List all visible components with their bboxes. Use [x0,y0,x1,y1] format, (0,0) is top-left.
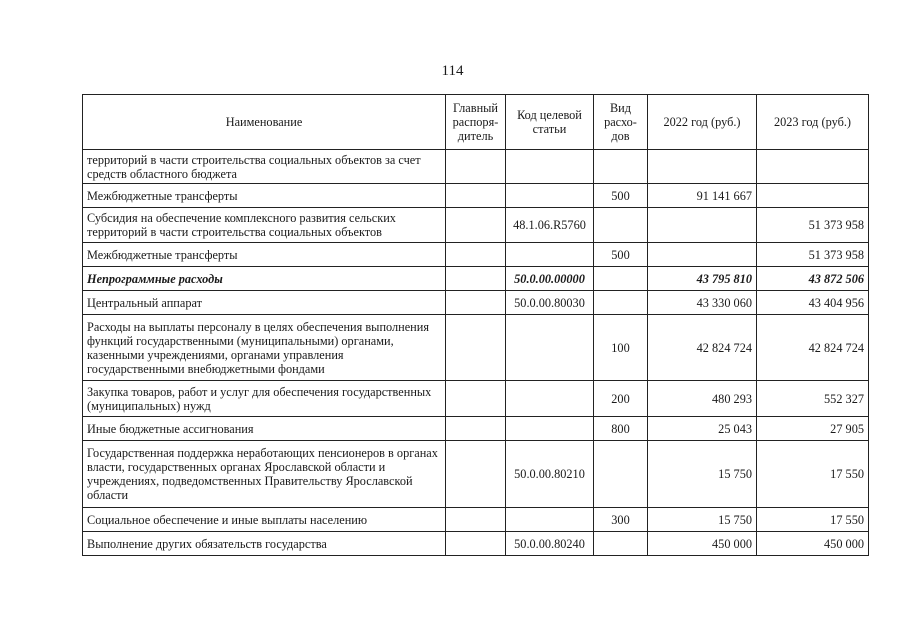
cell-year-2023 [757,150,869,184]
cell-target-code: 50.0.00.80210 [506,441,594,508]
cell-target-code: 50.0.00.80030 [506,291,594,315]
cell-expense-type [594,267,648,291]
cell-expense-type [594,291,648,315]
cell-main-manager [446,243,506,267]
cell-expense-type [594,150,648,184]
cell-expense-type: 300 [594,508,648,532]
cell-main-manager [446,441,506,508]
table-body [83,150,869,556]
table-row [83,441,869,508]
cell-target-code [506,381,594,417]
cell-main-manager [446,381,506,417]
cell-year-2023: 17 550 [757,508,869,532]
cell-expense-type: 100 [594,315,648,381]
header-expense-type: Вид расхо-дов [594,95,648,150]
cell-main-manager [446,508,506,532]
cell-expense-type: 500 [594,243,648,267]
cell-year-2022 [648,150,757,184]
table-row [83,291,869,315]
cell-target-code [506,417,594,441]
cell-main-manager [446,291,506,315]
cell-target-code [506,508,594,532]
cell-year-2023: 17 550 [757,441,869,508]
cell-target-code [506,184,594,208]
cell-year-2022: 42 824 724 [648,315,757,381]
cell-year-2022: 91 141 667 [648,184,757,208]
cell-year-2022: 480 293 [648,381,757,417]
cell-target-code: 50.0.00.00000 [506,267,594,291]
page-number: 114 [441,63,464,79]
cell-year-2022: 450 000 [648,532,757,556]
cell-target-code [506,150,594,184]
cell-year-2023 [757,184,869,208]
cell-year-2023: 43 404 956 [757,291,869,315]
cell-main-manager [446,417,506,441]
cell-year-2023: 42 824 724 [757,315,869,381]
cell-year-2022: 43 330 060 [648,291,757,315]
cell-year-2023: 450 000 [757,532,869,556]
cell-main-manager [446,208,506,243]
cell-name: Непрограммные расходы [83,267,446,291]
cell-name: Субсидия на обеспечение комплексного развития сельских территорий в части строительства социальных объектов [83,208,446,243]
cell-expense-type [594,441,648,508]
header-main-manager: Главный распоря-дитель [446,95,506,150]
cell-name: Государственная поддержка неработающих пенсионеров в органах власти, государственных органах Ярославской области и учреждениях, подведомственных Правительству Ярославской области [83,441,446,508]
cell-year-2022: 43 795 810 [648,267,757,291]
cell-expense-type: 500 [594,184,648,208]
table-row [83,508,869,532]
cell-year-2022 [648,243,757,267]
cell-target-code: 50.0.00.80240 [506,532,594,556]
cell-name: Центральный аппарат [83,291,446,315]
cell-year-2022: 15 750 [648,441,757,508]
cell-name: Социальное обеспечение и иные выплаты населению [83,508,446,532]
cell-target-code [506,315,594,381]
table-header-row [83,95,869,150]
table-row [83,184,869,208]
cell-main-manager [446,532,506,556]
table-row [83,208,869,243]
cell-year-2023: 552 327 [757,381,869,417]
table-row [83,243,869,267]
header-year-2023: 2023 год (руб.) [757,95,869,150]
cell-name: Межбюджетные трансферты [83,243,446,267]
table-row [83,150,869,184]
cell-main-manager [446,267,506,291]
table-row [83,315,869,381]
table-row [83,381,869,417]
cell-expense-type [594,532,648,556]
cell-expense-type [594,208,648,243]
cell-year-2022: 25 043 [648,417,757,441]
cell-name: Закупка товаров, работ и услуг для обеспечения государственных (муниципальных) нужд [83,381,446,417]
header-year-2022: 2022 год (руб.) [648,95,757,150]
cell-main-manager [446,150,506,184]
cell-year-2022 [648,208,757,243]
cell-name: Иные бюджетные ассигнования [83,417,446,441]
table-row [83,267,869,291]
header-name: Наименование [83,95,446,150]
cell-name: Выполнение других обязательств государства [83,532,446,556]
cell-name: Межбюджетные трансферты [83,184,446,208]
cell-main-manager [446,315,506,381]
cell-year-2023: 43 872 506 [757,267,869,291]
cell-year-2023: 51 373 958 [757,208,869,243]
cell-name: Расходы на выплаты персоналу в целях обеспечения выполнения функций государственными (муниципальными) органами, казенными учреждениями, органами управления государственными внебюджетными фондами [83,315,446,381]
header-target-code: Код целевой статьи [506,95,594,150]
cell-year-2023: 27 905 [757,417,869,441]
cell-expense-type: 200 [594,381,648,417]
cell-target-code: 48.1.06.R5760 [506,208,594,243]
cell-target-code [506,243,594,267]
cell-main-manager [446,184,506,208]
cell-name: территорий в части строительства социальных объектов за счет средств областного бюджета [83,150,446,184]
table-row [83,417,869,441]
cell-year-2022: 15 750 [648,508,757,532]
cell-year-2023: 51 373 958 [757,243,869,267]
cell-expense-type: 800 [594,417,648,441]
budget-table [82,94,869,556]
table-row [83,532,869,556]
